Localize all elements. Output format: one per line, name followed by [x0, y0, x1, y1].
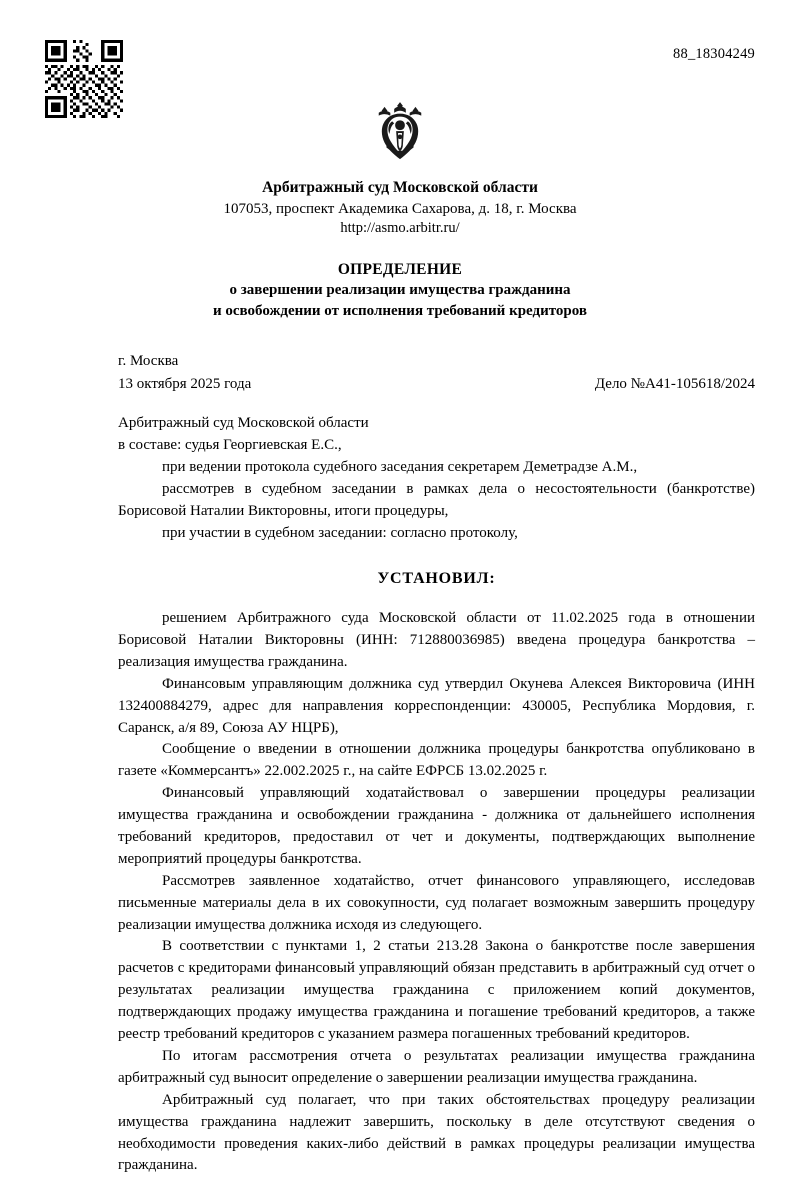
body-paragraph: Арбитражный суд полагает, что при таких обстоятельствах процедуру реализации имущества гражданина надлежит завершить, поскольку в деле отсутствуют сведения о необходимости проведения каких-либо действий в рамках процедуры реализации имущества гражданина. — [118, 1091, 755, 1174]
court-name: Арбитражный суд Московской области — [262, 179, 538, 196]
court-address: 107053, проспект Академика Сахарова, д. 18, г. Москва — [223, 200, 577, 217]
preamble-line-2: в составе: судья Георгиевская Е.С., — [118, 437, 342, 454]
page-header — [0, 0, 800, 96]
document-code: 88_18304249 — [673, 46, 755, 62]
preamble-line-1: Арбитражный суд Московской области — [118, 415, 369, 432]
qr-code-icon — [45, 40, 123, 118]
court-header — [0, 178, 800, 239]
established-heading: УСТАНОВИЛ: — [377, 569, 496, 587]
title-subline-1: о завершении реализации имущества гражданина — [229, 282, 571, 299]
title-subline-2: и освобождении от исполнения требований кредиторов — [213, 303, 587, 320]
meta-date: 13 октября 2025 года — [118, 375, 252, 392]
body-paragraph: Финансовым управляющим должника суд утвердил Окунева Алексея Викторовича (ИНН 132400884279, адрес для направления корреспонденции: 430005, Республика Мордовия, г. Саранск, а/я 89, Союза АУ НЦРБ), — [118, 675, 755, 736]
body-paragraph: Финансовый управляющий ходатайствовал о завершении процедуры реализации имущества гражданина и освобождении гражданина - должника от дальнейшего исполнения требований кредиторов, предоставил от чет и документы, подтверждающих выполнение мероприятий процедуры банкротства. — [118, 785, 755, 867]
preamble-line-4: рассмотрев в судебном заседании в рамках дела о несостоятельности (банкротстве) Борисовой Наталии Викторовны, итоги процедуры, — [118, 481, 755, 519]
body-paragraph: Рассмотрев заявленное ходатайство, отчет финансового управляющего, исследовав письменные материалы дела в их совокупности, суд полагает возможным завершить процедуру реализации имущества должника исходя из следующего. — [118, 872, 755, 933]
russian-coat-of-arms-icon — [371, 100, 429, 166]
body-paragraph: решением Арбитражного суда Московской области от 11.02.2025 года в отношении Борисовой Наталии Викторовны (ИНН: 712880036985) введена процедура банкротства – реализация имущества гражданина. — [118, 610, 755, 670]
document-meta — [118, 350, 755, 395]
preamble-line-3: при ведении протокола судебного заседания секретарем Деметрадзе А.М., — [162, 459, 638, 476]
meta-case-number: Дело №А41-105618/2024 — [594, 375, 755, 392]
body-paragraph: Сообщение о введении в отношении должника процедуры банкротства опубликовано в газете «Коммерсантъ» 22.002.2025 г., на сайте ЕФРСБ 13.02.2025 г. — [118, 741, 755, 780]
court-url: http://asmo.arbitr.ru/ — [340, 220, 460, 237]
body-paragraph: В соответствии с пунктами 1, 2 статьи 213.28 Закона о банкротстве после завершения расчетов с кредиторами финансовый управляющий обязан представить в арбитражный суд отчет о результатах реализации имущества гражданина с приложением копий документов, подтверждающих продажу имущества гражданина и погашение требований кредиторов, а также реестр требований кредиторов с указанием размера погашенных требований кредиторов. — [118, 938, 755, 1043]
preamble-line-5: при участии в судебном заседании: согласно протоколу, — [162, 524, 518, 541]
meta-city: г. Москва — [118, 353, 179, 370]
title-main: ОПРЕДЕЛЕНИЕ — [337, 260, 463, 278]
document-body — [118, 413, 755, 1177]
document-title — [0, 259, 800, 323]
body-paragraph: По итогам рассмотрения отчета о результатах реализации имущества гражданина арбитражный суд выносит определение о завершении реализации имущества гражданина. — [118, 1047, 755, 1086]
